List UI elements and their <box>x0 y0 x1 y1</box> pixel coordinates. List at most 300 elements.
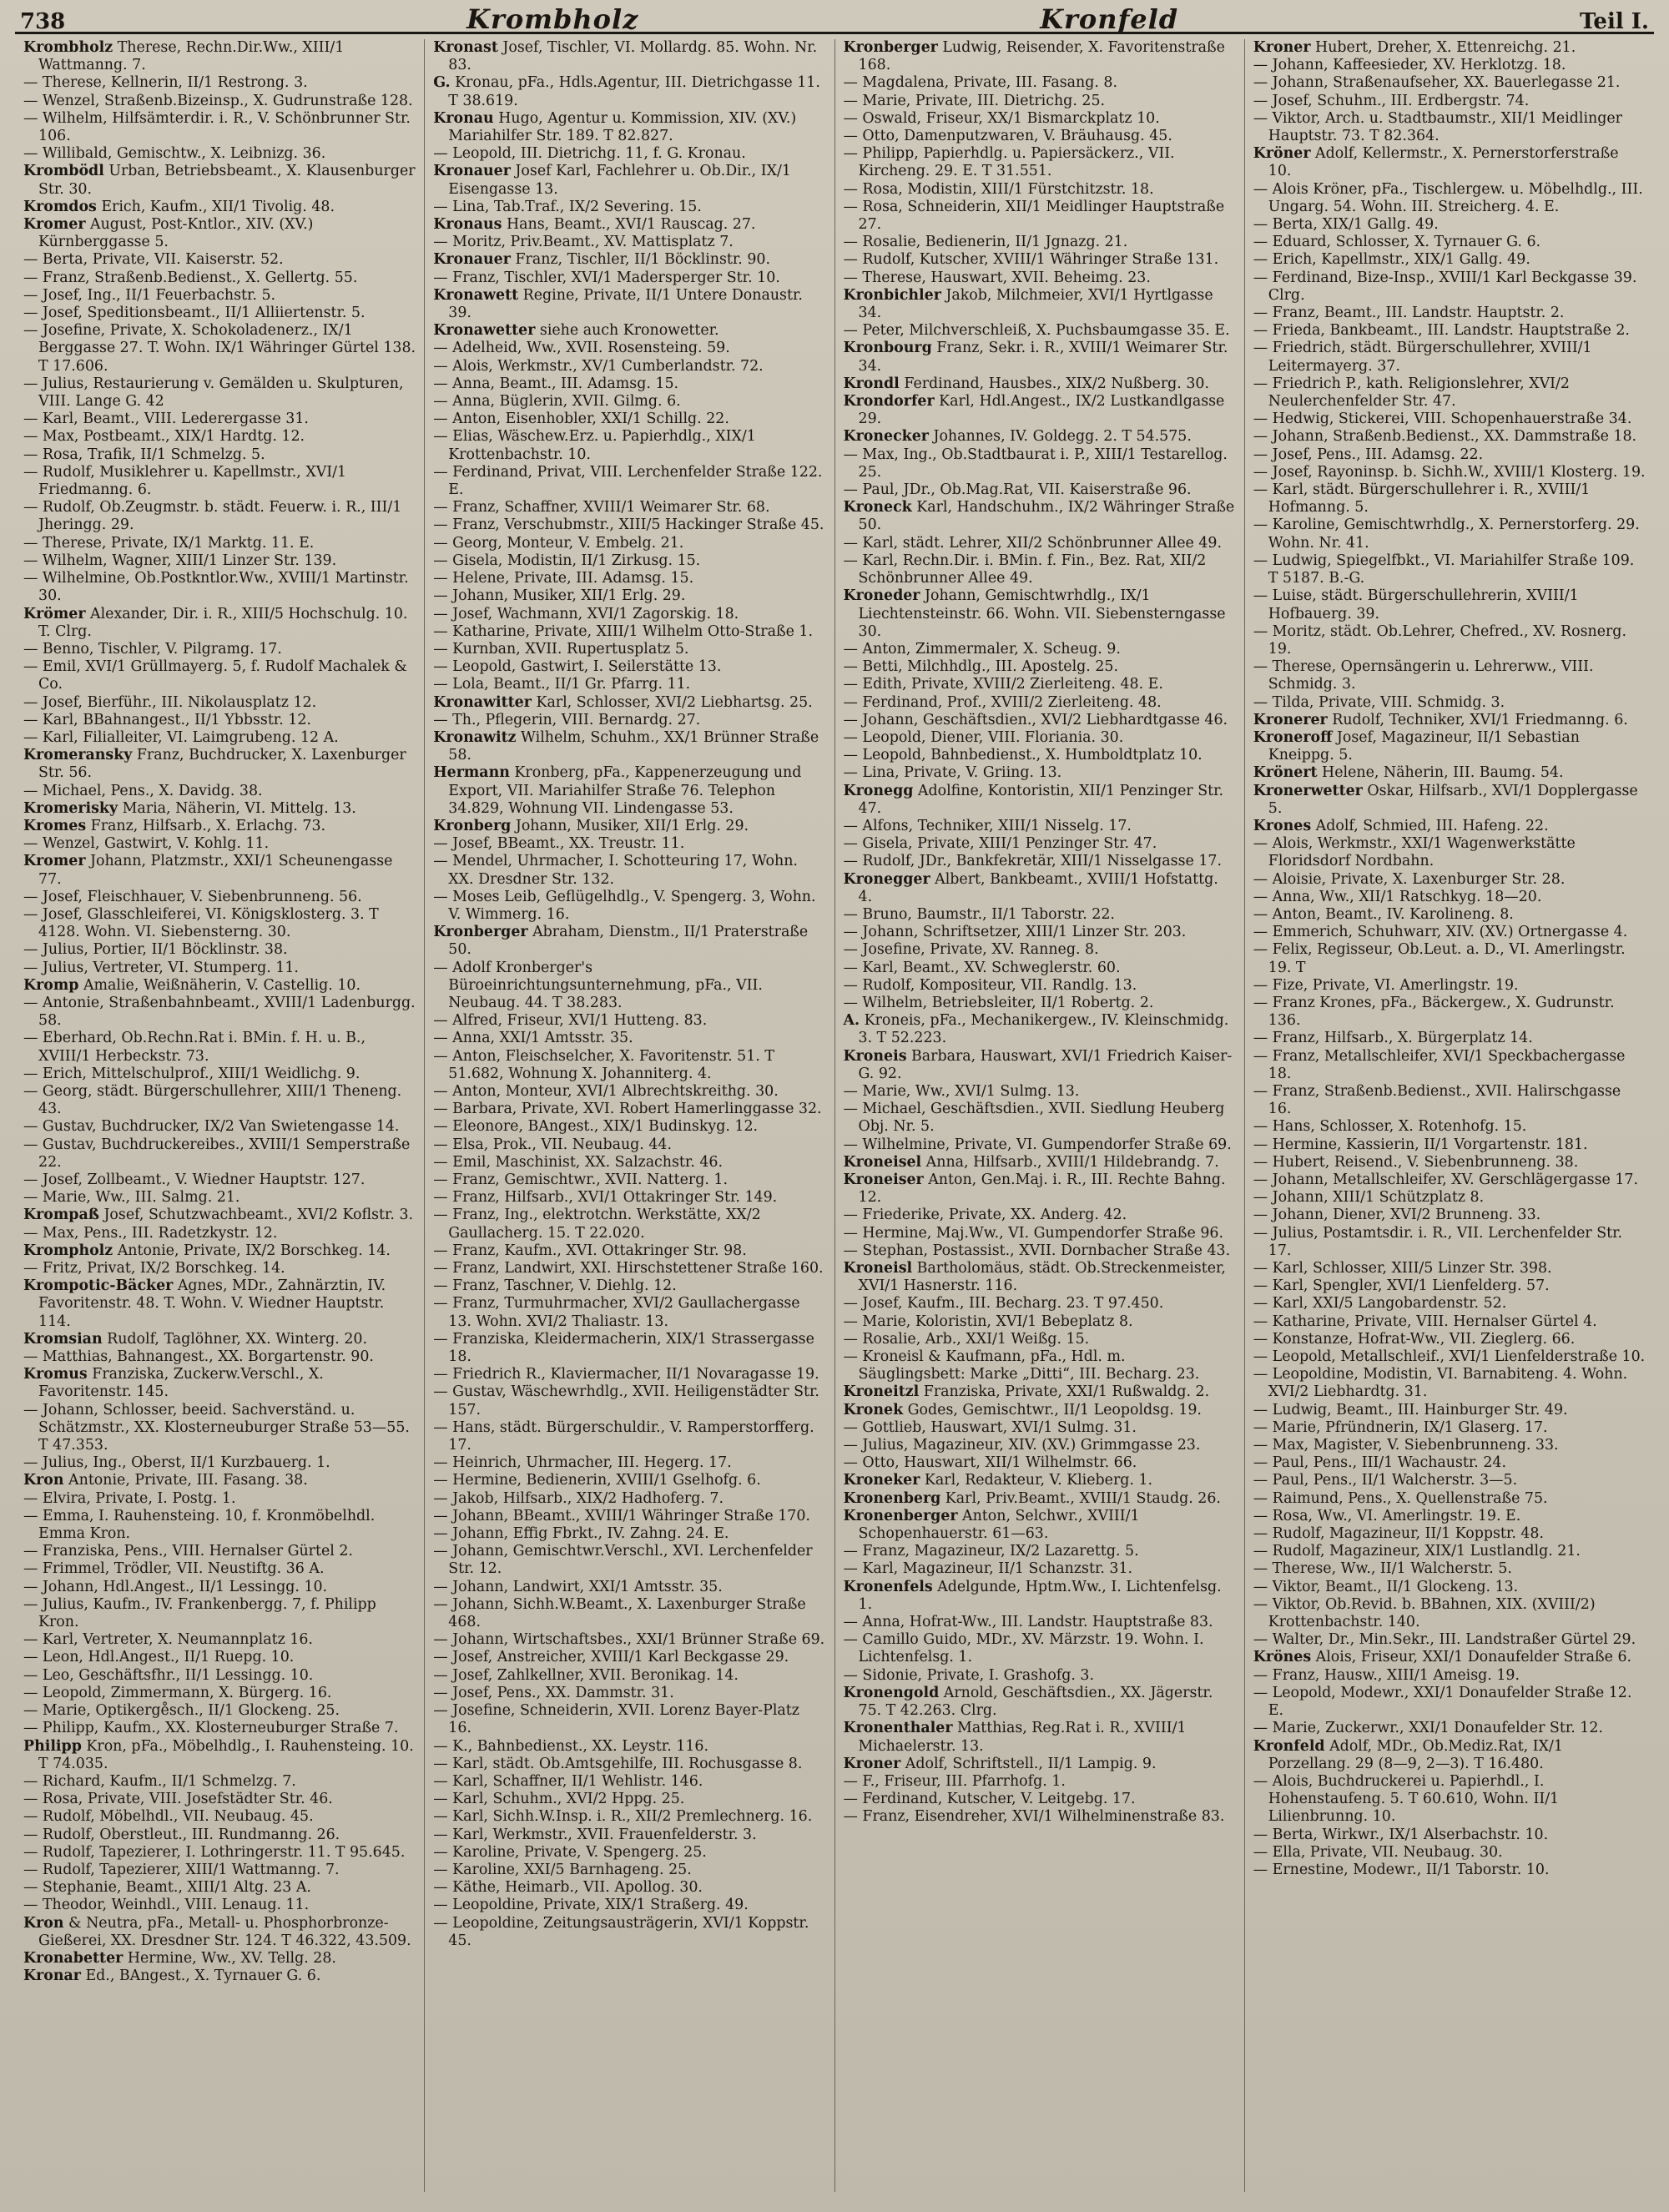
directory-entry: — Otto, Damenputzwaren, V. Bräuhausg. 45. <box>843 128 1172 145</box>
directory-entry: — Gustav, Buchdruckereibes., XVIII/1 Semperstraße 22. <box>23 1136 411 1171</box>
directory-entry: — Max, Pens., III. Radetzkystr. 12. <box>23 1224 278 1242</box>
directory-entry: — Fritz, Privat, IX/2 Borschkeg. 14. <box>23 1260 285 1277</box>
directory-entry: — Käthe, Heimarb., VII. Apollog. 30. <box>433 1879 703 1897</box>
directory-entry: — Magdalena, Private, III. Fasang. 8. <box>843 74 1118 92</box>
directory-entry: — Helene, Private, III. Adamsg. 15. <box>433 570 694 587</box>
directory-entry: — Wilhelm, Betriebsleiter, II/1 Robertg. 2. <box>843 994 1154 1011</box>
directory-entry: — Josef, Wachmann, XVI/1 Zagorskig. 18. <box>433 605 739 622</box>
directory-entry: — Rosa, Private, VIII. Josefstädter Str. 46. <box>23 1791 333 1808</box>
directory-entry: — Leopold, III. Dietrichg. 11, f. G. Kronau. <box>433 145 746 163</box>
directory-entry: — Katharine, Private, VIII. Hernalser Gürtel 4. <box>1253 1313 1597 1330</box>
directory-entry: — Wilhelm, Wagner, XIII/1 Linzer Str. 139. <box>23 552 337 569</box>
directory-entry: — Viktor, Arch. u. Stadtbaumstr., XII/1 Meidlinger Hauptstr. 73. T 82.364. <box>1253 109 1622 145</box>
directory-entry: — Moritz, städt. Ob.Lehrer, Chefred., XV. Rosnerg. 19. <box>1253 622 1626 658</box>
directory-entry: Kroneker Karl, Redakteur, V. Klieberg. 1. <box>843 1472 1153 1489</box>
directory-entry: — Ferdinand, Prof., XVIII/2 Zierleiteng. 48. <box>843 693 1162 711</box>
directory-entry: — Franz, Eisendreher, XVI/1 Wilhelminenstraße 83. <box>843 1808 1225 1826</box>
directory-entry: Kroneisl Bartholomäus, städt. Ob.Streckenmeister, XVI/1 Hasnerstr. 116. <box>843 1260 1226 1295</box>
directory-entry: — Hans, Schlosser, X. Rotenhofg. 15. <box>1253 1118 1527 1136</box>
directory-entry: — Ferdinand, Privat, VIII. Lerchenfelder Straße 122. E. <box>433 463 823 499</box>
directory-entry: Kronast Josef, Tischler, VI. Mollardg. 85. Wohn. Nr. 83. <box>433 39 818 74</box>
directory-entry: — Emil, Maschinist, XX. Salzachstr. 46. <box>433 1153 724 1171</box>
directory-entry: — Raimund, Pens., X. Quellenstraße 75. <box>1253 1489 1548 1507</box>
directory-entry: — Anton, Fleischselcher, X. Favoritenstr. 51. T 51.682, Wohnung X. Johanniterg. 4. <box>433 1047 774 1082</box>
directory-entry: — Friedrich P., kath. Religionslehrer, XVI/2 Neulerchenfelder Str. 47. <box>1253 375 1570 411</box>
directory-entry: — Elsa, Prok., VII. Neubaug. 44. <box>433 1136 672 1153</box>
directory-entry: Kronenberg Karl, Priv.Beamt., XVIII/1 Staudg. 26. <box>843 1489 1221 1507</box>
directory-entry: — Rudolf, Möbelhdl., VII. Neubaug. 45. <box>23 1808 314 1826</box>
directory-entry: — Leopold, Bahnbedienst., X. Humboldtplatz 10. <box>843 747 1203 764</box>
directory-entry: — Richard, Kaufm., II/1 Schmelzg. 7. <box>23 1772 296 1790</box>
directory-entry: Kronawetter siehe auch Kronowetter. <box>433 322 719 340</box>
directory-entry: — Franz, Hausw., XIII/1 Ameisg. 19. <box>1253 1666 1520 1684</box>
directory-entry: — Johann, Sichh.W.Beamt., X. Laxenburger Straße 468. <box>433 1595 806 1631</box>
directory-entry: — Willibald, Gemischtw., X. Leibnizg. 36. <box>23 145 326 163</box>
directory-entry: Kronek Godes, Gemischtwr., II/1 Leopoldsg. 19. <box>843 1401 1202 1418</box>
directory-entry: Kroner Adolf, Schriftstell., II/1 Lampig. 9. <box>843 1755 1157 1772</box>
directory-entry: — Gottlieb, Hauswart, XVI/1 Sulmg. 31. <box>843 1418 1137 1436</box>
directory-entry: — Rudolf, Tapezierer, I. Lothringerstr. 11. T 95.645. <box>23 1843 406 1861</box>
directory-entry: — Rosa, Schneiderin, XII/1 Meidlinger Hauptstraße 27. <box>843 198 1225 234</box>
directory-entry: Kronawitter Karl, Schlosser, XVI/2 Liebhartsg. 25. <box>433 693 813 711</box>
directory-entry: — Philipp, Kaufm., XX. Klosterneuburger Straße 7. <box>23 1720 399 1737</box>
directory-entry: Kronbichler Jakob, Milchmeier, XVI/1 Hyrtlgasse 34. <box>843 286 1213 322</box>
directory-entry: — Ella, Private, VII. Neubaug. 30. <box>1253 1843 1503 1861</box>
directory-entry: — Anton, Eisenhobler, XXI/1 Schillg. 22. <box>433 411 729 428</box>
directory-entry: — Matthias, Bahnangest., XX. Borgartenstr. 90. <box>23 1348 374 1366</box>
directory-entry: — Josef, Pens., XX. Dammstr. 31. <box>433 1684 674 1701</box>
directory-entry: — Karl, städt. Lehrer, XII/2 Schönbrunner Allee 49. <box>843 534 1222 552</box>
directory-entry: — Hubert, Reisend., V. Siebenbrunneng. 38. <box>1253 1153 1579 1171</box>
directory-entry: — Johann, Hdl.Angest., II/1 Lessingg. 10. <box>23 1578 328 1595</box>
directory-entry: — Rudolf, Tapezierer, XIII/1 Wattmanng. 7. <box>23 1861 340 1878</box>
directory-entry: — Lina, Tab.Traf., IX/2 Severing. 15. <box>433 198 702 215</box>
directory-entry: Krömer Alexander, Dir. i. R., XIII/5 Hochschulg. 10. T. Clrg. <box>23 605 408 640</box>
directory-entry: — Rosa, Ww., VI. Amerlingstr. 19. E. <box>1253 1507 1521 1524</box>
directory-entry: Krompotic-Bäcker Agnes, MDr., Zahnärztin, IV. Favoritenstr. 48. T. Wohn. V. Wiedner Hauptstr. 114. <box>23 1277 386 1330</box>
directory-entry: — Rudolf, Oberstleut., III. Rundmanng. 26. <box>23 1826 340 1843</box>
directory-entry: — Lola, Beamt., II/1 Gr. Pfarrg. 11. <box>433 676 691 693</box>
directory-entry: — Johann, Straßenb.Bedienst., XX. Dammstraße 18. <box>1253 428 1637 446</box>
directory-entry: Kromsian Rudolf, Taglöhner, XX. Winterg. 20. <box>23 1330 367 1348</box>
directory-entry: — Barbara, Private, XVI. Robert Hamerlinggasse 32. <box>433 1101 822 1118</box>
directory-entry: — Anna, Büglerin, XVII. Gilmg. 6. <box>433 393 681 411</box>
directory-entry: — Paul, Pens., II/1 Walcherstr. 3—5. <box>1253 1472 1518 1489</box>
directory-entry: — Elias, Wäschew.Erz. u. Papierhdlg., XIX/1 Krottenbachstr. 10. <box>433 428 756 463</box>
directory-entry: — Frieda, Bankbeamt., III. Landstr. Hauptstraße 2. <box>1253 322 1630 340</box>
directory-entry: — Walter, Dr., Min.Sekr., III. Landstraßer Gürtel 29. <box>1253 1631 1636 1649</box>
directory-entry: — Karoline, Private, V. Spengerg. 25. <box>433 1843 707 1861</box>
directory-entry: Krombödl Urban, Betriebsbeamt., X. Klausenburger Str. 30. <box>23 163 416 198</box>
directory-entry: — Marie, Ww., XVI/1 Sulmg. 13. <box>843 1082 1080 1100</box>
directory-entry: — Max, Magister, V. Siebenbrunneng. 33. <box>1253 1437 1559 1454</box>
directory-entry: — Erich, Kapellmstr., XIX/1 Gallg. 49. <box>1253 251 1530 269</box>
directory-entry: — Jakob, Hilfsarb., XIX/2 Hadhoferg. 7. <box>433 1489 724 1507</box>
directory-entry: — Julius, Vertreter, VI. Stumperg. 11. <box>23 959 299 976</box>
directory-entry: G. Kronau, pFa., Hdls.Agentur, III. Dietrichgasse 11. T 38.619. <box>433 74 820 109</box>
directory-entry: — Franz, Ing., elektrotchn. Werkstätte, XX/2 Gaullacherg. 15. T 22.020. <box>433 1207 761 1242</box>
directory-entry: Kronar Ed., BAngest., X. Tyrnauer G. 6. <box>23 1968 321 1985</box>
directory-entry: — Karoline, Gemischtwrhdlg., X. Pernerstorferg. 29. Wohn. Nr. 41. <box>1253 516 1640 552</box>
directory-entry: — Josef, Rayoninsp. b. Sichh.W., XVIII/1 Klosterg. 19. <box>1253 463 1646 481</box>
directory-entry: Kronengold Arnold, Geschäftsdien., XX. Jägerstr. 75. T 42.263. Clrg. <box>843 1684 1213 1720</box>
directory-entry: — Karl, Werkmstr., XVII. Frauenfelderstr. 3. <box>433 1826 757 1843</box>
directory-entry: — Franz, Beamt., III. Landstr. Hauptstr. 2. <box>1253 305 1565 322</box>
directory-entry: — Julius, Restaurierung v. Gemälden u. Skulpturen, VIII. Lange G. 42 <box>23 375 404 411</box>
directory-entry: Krompholz Antonie, Private, IX/2 Borschkeg. 14. <box>23 1242 391 1259</box>
directory-entry: — Karl, städt. Ob.Amtsgehilfe, III. Rochusgasse 8. <box>433 1755 803 1772</box>
directory-entry: — Johann, XIII/1 Schützplatz 8. <box>1253 1189 1485 1207</box>
directory-entry: — Johann, Effig Fbrkt., IV. Zahng. 24. E. <box>433 1525 729 1543</box>
directory-entry: Kromer Johann, Platzmstr., XXI/1 Scheunengasse 77. <box>23 853 393 888</box>
column-4 <box>1245 39 1654 2192</box>
directory-entry: — Kroneisl & Kaufmann, pFa., Hdl. m. Säuglingsbett: Marke „Ditti“, III. Becharg. 23. <box>843 1348 1200 1383</box>
directory-entry: — Anna, Hofrat-Ww., III. Landstr. Hauptstraße 83. <box>843 1614 1213 1631</box>
directory-entry: — Johann, Straßenaufseher, XX. Bauerlegasse 21. <box>1253 74 1621 92</box>
directory-entry: Kronenberger Anton, Selchwr., XVIII/1 Schopenhauerstr. 61—63. <box>843 1507 1140 1543</box>
directory-entry: — Gisela, Private, XIII/1 Penzinger Str. 47. <box>843 835 1157 853</box>
directory-entry: — Ernestine, Modewr., II/1 Taborstr. 10. <box>1253 1861 1550 1878</box>
directory-entry: — Edith, Private, XVIII/2 Zierleiteng. 48. E. <box>843 676 1163 693</box>
directory-entry: — Gisela, Modistin, II/1 Zirkusg. 15. <box>433 552 701 569</box>
directory-entry: — Leopoldine, Zeitungsausträgerin, XVI/1 Koppstr. 45. <box>433 1914 809 1949</box>
directory-entry: Kronaus Hans, Beamt., XVI/1 Rauscag. 27. <box>433 216 756 234</box>
directory-entry: — Karoline, XXI/5 Barnhageng. 25. <box>433 1861 692 1878</box>
directory-entry: — Friedrich, städt. Bürgerschullehrer, XVIII/1 Leitermayerg. 37. <box>1253 340 1592 375</box>
directory-entry: — Max, Postbeamt., XIX/1 Hardtg. 12. <box>23 428 305 446</box>
directory-entry: — Mendel, Uhrmacher, I. Schotteuring 17, Wohn. XX. Dresdner Str. 132. <box>433 853 798 888</box>
directory-entry: Hermann Kronberg, pFa., Kappenerzeugung und Export, VII. Mariahilfer Straße 76. Telephon 34.829, Wohnung VII. Lindengasse 53. <box>433 764 802 817</box>
directory-entry: Kromerisky Maria, Näherin, VI. Mittelg. 13. <box>23 799 356 817</box>
directory-entry: Kronenthaler Matthias, Reg.Rat i. R., XVIII/1 Michaelerstr. 13. <box>843 1720 1187 1755</box>
directory-entry: — Therese, Private, IX/1 Marktg. 11. E. <box>23 534 315 552</box>
directory-entry: — Josef, Zollbeamt., V. Wiedner Hauptstr. 127. <box>23 1172 366 1188</box>
directory-entry: — Kurnban, XVII. Rupertusplatz 5. <box>433 640 689 658</box>
directory-entry: — Sidonie, Private, I. Grashofg. 3. <box>843 1666 1095 1684</box>
directory-entry: — Johann, BBeamt., XVIII/1 Währinger Straße 170. <box>433 1507 810 1524</box>
directory-entry: — Leopold, Metallschleif., XVI/1 Lienfelderstraße 10. <box>1253 1348 1646 1366</box>
page-header <box>15 3 1654 34</box>
directory-entry: — Johann, Geschäftsdien., XVI/2 Liebhardtgasse 46. <box>843 711 1228 728</box>
directory-entry: — Rudolf, Magazineur, II/1 Koppstr. 48. <box>1253 1525 1545 1543</box>
directory-entry: — Marie, Private, III. Dietrichg. 25. <box>843 92 1106 109</box>
directory-entry: — Leo, Geschäftsfhr., II/1 Lessingg. 10. <box>23 1666 314 1684</box>
directory-entry: Krönes Alois, Friseur, XXI/1 Donaufelder Straße 6. <box>1253 1649 1632 1666</box>
directory-entry: — Wilhelmine, Ob.Postkntlor.Ww., XVIII/1 Martinstr. 30. <box>23 570 409 605</box>
directory-entry: Kronerer Rudolf, Techniker, XVI/1 Friedmanng. 6. <box>1253 711 1628 728</box>
directory-entry: — Oswald, Friseur, XX/1 Bismarckplatz 10. <box>843 109 1160 127</box>
directory-entry: — Aloisie, Private, X. Laxenburger Str. 28. <box>1253 870 1566 888</box>
directory-entry: — Paul, Pens., III/1 Wachaustr. 24. <box>1253 1454 1507 1472</box>
directory-entry: — Franz, Kaufm., XVI. Ottakringer Str. 98. <box>433 1242 747 1259</box>
directory-entry: Kromeransky Franz, Buchdrucker, X. Laxenburger Str. 56. <box>23 747 406 782</box>
directory-entry: — Bruno, Baumstr., II/1 Taborstr. 22. <box>843 905 1115 923</box>
directory-entry: — Marie, Pfründnerin, IX/1 Glaserg. 17. <box>1253 1418 1548 1436</box>
directory-entry: Kronerwetter Oskar, Hilfsarb., XVI/1 Dopplergasse 5. <box>1253 782 1638 817</box>
directory-entry: — Ferdinand, Kutscher, V. Leitgebg. 17. <box>843 1791 1136 1808</box>
directory-entry: — Hermine, Kassierin, II/1 Vorgartenstr. 181. <box>1253 1136 1588 1153</box>
directory-entry: — Paul, JDr., Ob.Mag.Rat, VII. Kaiserstraße 96. <box>843 481 1192 499</box>
directory-entry: — Rosa, Modistin, XIII/1 Fürstchitzstr. 18. <box>843 180 1154 198</box>
directory-entry: Kron & Neutra, pFa., Metall- u. Phosphorbronze-Gießerei, XX. Dresdner Str. 124. T 46.322, 43.509. <box>23 1914 411 1949</box>
directory-entry: Krondorfer Karl, Hdl.Angest., IX/2 Lustkandlgasse 29. <box>843 393 1225 428</box>
directory-entry: — Alfred, Friseur, XVI/1 Hutteng. 83. <box>433 1012 708 1030</box>
directory-entry: — Hermine, Maj.Ww., VI. Gumpendorfer Straße 96. <box>843 1224 1224 1242</box>
directory-entry: — Franz, Hilfsarb., XVI/1 Ottakringer Str. 149. <box>433 1189 778 1207</box>
directory-entry: — Moses Leib, Geflügelhdlg., V. Spengerg. 3, Wohn. V. Wimmerg. 16. <box>433 888 816 923</box>
directory-entry: — Marie, Zuckerwr., XXI/1 Donaufelder Str. 12. <box>1253 1720 1603 1737</box>
directory-entry: — Johann, Schriftsetzer, XIII/1 Linzer Str. 203. <box>843 924 1187 941</box>
directory-entry: — Karl, Schlosser, XIII/5 Linzer Str. 398. <box>1253 1260 1552 1277</box>
directory-entry: — Franz, Gemischtwr., XVII. Natterg. 1. <box>433 1172 728 1188</box>
directory-entry: — Katharine, Private, XIII/1 Wilhelm Otto-Straße 1. <box>433 622 814 640</box>
directory-entry: — Rudolf, Ob.Zeugmstr. b. städt. Feuerw. i. R., III/1 Jheringg. 29. <box>23 499 402 534</box>
right-catchword: Kronfeld <box>1040 3 1179 35</box>
directory-entry: — Karl, Vertreter, X. Neumannplatz 16. <box>23 1631 313 1649</box>
directory-entry: — Josef, Bierführ., III. Nikolausplatz 12. <box>23 693 317 711</box>
directory-entry: — Franziska, Kleidermacherin, XIX/1 Strassergasse 18. <box>433 1330 814 1366</box>
directory-entry: Kronberger Ludwig, Reisender, X. Favoritenstraße 168. <box>843 39 1225 74</box>
directory-entry: — Karl, Beamt., XV. Schweglerstr. 60. <box>843 959 1121 976</box>
directory-entry: — Rosalie, Arb., XXI/1 Weißg. 15. <box>843 1330 1090 1348</box>
directory-entry: — Johann, Metallschleifer, XV. Gerschlägergasse 17. <box>1253 1172 1638 1188</box>
directory-entry: Kromdos Erich, Kaufm., XII/1 Tivolig. 48. <box>23 198 335 215</box>
directory-entry: — Therese, Kellnerin, II/1 Restrong. 3. <box>23 74 308 92</box>
directory-entry: Kronegg Adolfine, Kontoristin, XII/1 Penzinger Str. 47. <box>843 782 1224 817</box>
directory-entry: — Josef, Glasschleiferei, VI. Königsklosterg. 3. T 4128. Wohn. VI. Siebensterng. 30. <box>23 905 379 941</box>
directory-entry: — Karl, Rechn.Dir. i. BMin. f. Fin., Bez. Rat, XII/2 Schönbrunner Allee 49. <box>843 552 1207 587</box>
directory-entry: — Benno, Tischler, V. Pilgramg. 17. <box>23 640 282 658</box>
directory-entry: — Lina, Private, V. Griing. 13. <box>843 764 1062 782</box>
directory-entry: — Johann, Landwirt, XXI/1 Amtsstr. 35. <box>433 1578 723 1595</box>
directory-entry: — Anna, Beamt., III. Adamsg. 15. <box>433 375 679 392</box>
directory-entry: — Adolf Kronberger's Büroeinrichtungsunternehmung, pFa., VII. Neubaug. 44. T 38.283. <box>433 959 763 1011</box>
directory-entry: A. Kroneis, pFa., Mechanikergew., IV. Kleinschmidg. 3. T 52.223. <box>843 1012 1229 1047</box>
directory-entry: — Rudolf, Musiklehrer u. Kapellmstr., XVI/1 Friedmanng. 6. <box>23 463 347 499</box>
directory-entry: — Julius, Ing., Oberst, II/1 Kurzbauerg. 1. <box>23 1454 330 1472</box>
directory-entry: Krönert Helene, Näherin, III. Baumg. 54. <box>1253 764 1564 782</box>
directory-entry: — Josef, Schuhm., III. Erdbergstr. 74. <box>1253 92 1530 109</box>
directory-entry: — Emmerich, Schuhwarr, XIV. (XV.) Ortnergasse 4. <box>1253 924 1628 941</box>
directory-entry: — Rudolf, JDr., Bankfekretär, XIII/1 Nisselgasse 17. <box>843 853 1222 870</box>
directory-entry: — Rudolf, Kutscher, XVIII/1 Währinger Straße 131. <box>843 251 1219 269</box>
column-1 <box>15 39 425 2192</box>
directory-entry: — Gustav, Buchdrucker, IX/2 Van Swietengasse 14. <box>23 1118 400 1136</box>
directory-entry: — Th., Pflegerin, VIII. Bernardg. 27. <box>433 711 701 728</box>
directory-entry: — Antonie, Straßenbahnbeamt., XVIII/1 Ladenburgg. 58. <box>23 994 416 1030</box>
directory-entry: — Leopoldine, Private, XIX/1 Straßerg. 49. <box>433 1897 749 1914</box>
directory-entry: — Eduard, Schlosser, X. Tyrnauer G. 6. <box>1253 234 1541 251</box>
directory-entry: — Karl, Schaffner, II/1 Wehlistr. 146. <box>433 1772 703 1790</box>
directory-entry: Krompaß Josef, Schutzwachbeamt., XVI/2 Koflstr. 3. <box>23 1207 414 1224</box>
directory-entry: Kronau Hugo, Agentur u. Kommission, XIV. (XV.) Mariahilfer Str. 189. T 82.827. <box>433 109 797 145</box>
directory-entry: — Anton, Monteur, XVI/1 Albrechtskreithg. 30. <box>433 1082 779 1100</box>
directory-entry: — Josef, Ing., II/1 Feuerbachstr. 5. <box>23 286 276 304</box>
directory-entry: — Julius, Portier, II/1 Böcklinstr. 38. <box>23 941 288 959</box>
directory-entry: Kröner Adolf, Kellermstr., X. Pernerstorferstraße 10. <box>1253 145 1619 180</box>
directory-entry: — Ludwig, Beamt., III. Hainburger Str. 49. <box>1253 1401 1568 1418</box>
directory-entry: — Eleonore, BAngest., XIX/1 Budinskyg. 12. <box>433 1118 759 1136</box>
directory-entry: Kromus Franziska, Zuckerw.Verschl., X. Favoritenstr. 145. <box>23 1366 324 1401</box>
directory-entry: — Georg, städt. Bürgerschullehrer, XIII/1 Theneng. 43. <box>23 1082 402 1118</box>
directory-entry: — Johann, Kaffeesieder, XV. Herklotzg. 18. <box>1253 57 1566 74</box>
directory-entry: Kronauer Franz, Tischler, II/1 Böcklinstr. 90. <box>433 251 771 269</box>
directory-entry: — Anton, Beamt., IV. Karolineng. 8. <box>1253 905 1514 923</box>
column-2 <box>425 39 834 2192</box>
directory-entry: — Ferdinand, Bize-Insp., XVIII/1 Karl Beckgasse 39. Clrg. <box>1253 269 1637 304</box>
directory-entry: — Anna, Ww., XII/1 Ratschkyg. 18—20. <box>1253 888 1542 905</box>
directory-entry: — Franz, Schaffner, XVIII/1 Weimarer Str. 68. <box>433 499 770 516</box>
directory-entry: — Viktor, Beamt., II/1 Glockeng. 13. <box>1253 1578 1519 1595</box>
directory-entry: — Karl, Sichh.W.Insp. i. R., XII/2 Premlechnerg. 16. <box>433 1808 813 1826</box>
directory-entry: — Franz, Magazineur, IX/2 Lazarettg. 5. <box>843 1543 1139 1560</box>
directory-entry: — Josefine, Private, XV. Ranneg. 8. <box>843 941 1099 959</box>
directory-entry: — Franz, Metallschleifer, XVI/1 Speckbachergasse 18. <box>1253 1047 1626 1082</box>
directory-entry: — Johann, Diener, XVI/2 Brunneng. 33. <box>1253 1207 1541 1224</box>
directory-entry: Kroneitzl Franziska, Private, XXI/1 Rußwaldg. 2. <box>843 1383 1210 1401</box>
directory-entry: — Hermine, Bedienerin, XVIII/1 Gselhofg. 6. <box>433 1472 761 1489</box>
directory-entry: — Karl, Schuhm., XVI/2 Hppg. 25. <box>433 1791 685 1808</box>
directory-entry: — Alois, Werkmstr., XXI/1 Wagenwerkstätte Floridsdorf Nordbahn. <box>1253 835 1576 870</box>
directory-entry: — Fize, Private, VI. Amerlingstr. 19. <box>1253 976 1519 994</box>
directory-entry: — Alfons, Techniker, XIII/1 Nisselg. 17. <box>843 817 1132 834</box>
directory-entry: Philipp Kron, pFa., Möbelhdlg., I. Rauhensteing. 10. T 74.035. <box>23 1737 414 1772</box>
directory-entry: — Josefine, Schneiderin, XVII. Lorenz Bayer-Platz 16. <box>433 1702 799 1737</box>
directory-entry: — Philipp, Papierhdlg. u. Papiersäckerz., VII. Kircheng. 29. E. T 31.551. <box>843 145 1175 180</box>
directory-entry: — Josefine, Private, X. Schokoladenerz., IX/1 Berggasse 27. T. Wohn. IX/1 Währinger Gürtel 138. T 17.606. <box>23 322 416 375</box>
directory-entry: — Karl, Filialleiter, VI. Laimgrubeng. 12 A. <box>23 728 339 746</box>
directory-entry: — Leopold, Zimmermann, X. Bürgerg. 16. <box>23 1684 332 1701</box>
directory-entry: Kroneiser Anton, Gen.Maj. i. R., III. Rechte Bahng. 12. <box>843 1172 1226 1207</box>
directory-entry: — Emma, I. Rauhensteing. 10, f. Kronmöbelhdl. Emma Kron. <box>23 1507 376 1543</box>
directory-entry: Kronauer Josef Karl, Fachlehrer u. Ob.Dir., IX/1 Eisengasse 13. <box>433 163 791 198</box>
directory-entry: — Karl, Beamt., VIII. Lederergasse 31. <box>23 411 309 428</box>
directory-entry: — Frimmel, Trödler, VII. Neustiftg. 36 A. <box>23 1560 325 1578</box>
directory-entry: Kronberger Abraham, Dienstm., II/1 Praterstraße 50. <box>433 924 809 959</box>
directory-entry: — Wenzel, Gastwirt, V. Kohlg. 11. <box>23 835 270 853</box>
directory-entry: — Otto, Hauswart, XII/1 Wilhelmstr. 66. <box>843 1454 1137 1472</box>
directory-entry: — Josef, Zahlkellner, XVII. Beronikag. 14. <box>433 1666 739 1684</box>
directory-entry: — Eberhard, Ob.Rechn.Rat i. BMin. f. H. u. B., XVIII/1 Herbeckstr. 73. <box>23 1030 366 1065</box>
directory-entry: — Tilda, Private, VIII. Schmidg. 3. <box>1253 693 1505 711</box>
directory-entry: — Friederike, Private, XX. Anderg. 42. <box>843 1207 1127 1224</box>
directory-entry: Kronecker Johannes, IV. Goldegg. 2. T 54.575. <box>843 428 1192 446</box>
page-number: 738 <box>20 9 66 34</box>
directory-entry: — Ludwig, Spiegelfbkt., VI. Mariahilfer Straße 109. T 5187. B.-G. <box>1253 552 1635 587</box>
directory-entry: Krones Adolf, Schmied, III. Hafeng. 22. <box>1253 817 1549 834</box>
directory-entry: — Alois, Buchdruckerei u. Papierhdl., I. Hohenstaufeng. 5. T 60.610, Wohn. II/1 Lilienbrunng. 10. <box>1253 1772 1560 1826</box>
directory-entry: — Marie, Optikerge̊sch., II/1 Glockeng. 25. <box>23 1702 340 1720</box>
directory-entry: — Stephan, Postassist., XVII. Dornbacher Straße 43. <box>843 1242 1231 1259</box>
directory-entry: Krondl Ferdinand, Hausbes., XIX/2 Nußberg. 30. <box>843 375 1209 392</box>
directory-entry: — Franziska, Pens., VIII. Hernalser Gürtel 2. <box>23 1543 353 1560</box>
directory-entry: — Marie, Koloristin, XVI/1 Bebeplatz 8. <box>843 1313 1133 1330</box>
directory-entry: Kroner Hubert, Dreher, X. Ettenreichg. 21. <box>1253 39 1576 56</box>
directory-entry: — Berta, XIX/1 Gallg. 49. <box>1253 216 1439 234</box>
directory-entry: — Rudolf, Kompositeur, VII. Randlg. 13. <box>843 976 1137 994</box>
directory-entry: — Friedrich R., Klaviermacher, II/1 Novaragasse 19. <box>433 1366 819 1383</box>
directory-entry: Kronawett Regine, Private, II/1 Untere Donaustr. 39. <box>433 286 803 322</box>
directory-entry: — Josef, Anstreicher, XVIII/1 Karl Beckgasse 29. <box>433 1649 789 1666</box>
directory-entry: Kroneis Barbara, Hauswart, XVI/1 Friedrich Kaiser-G. 92. <box>843 1047 1233 1082</box>
directory-entry: — Leopold, Diener, VIII. Floriania. 30. <box>843 728 1124 746</box>
directory-entry: — K., Bahnbedienst., XX. Leystr. 116. <box>433 1737 708 1755</box>
directory-entry: — Karl, Spengler, XVI/1 Lienfelderg. 57. <box>1253 1277 1550 1295</box>
directory-entry: — Therese, Opernsängerin u. Lehrerww., VIII. Schmidg. 3. <box>1253 658 1594 693</box>
directory-entry: — Berta, Private, VII. Kaiserstr. 52. <box>23 251 284 269</box>
directory-entry: — Josef, Fleischhauer, V. Siebenbrunneng. 56. <box>23 888 362 905</box>
left-catchword: Krombholz <box>466 3 639 35</box>
directory-entry: — Josef, Pens., III. Adamsg. 22. <box>1253 446 1484 463</box>
directory-entry: — Leopold, Modewr., XXI/1 Donaufelder Straße 12. E. <box>1253 1684 1632 1720</box>
directory-entry: Kronbourg Franz, Sekr. i. R., XVIII/1 Weimarer Str. 34. <box>843 340 1228 375</box>
directory-entry: Kromer August, Post-Kntlor., XIV. (XV.) Kürnberggasse 5. <box>23 216 314 251</box>
directory-entry: — Wenzel, Straßenb.Bizeinsp., X. Gudrunstraße 128. <box>23 92 413 109</box>
directory-entry: — Johann, Wirtschaftsbes., XXI/1 Brünner Straße 69. <box>433 1631 825 1649</box>
directory-entry: Kroneisel Anna, Hilfsarb., XVIII/1 Hildebrandg. 7. <box>843 1153 1219 1171</box>
directory-entry: — Johann, Gemischtwr.Verschl., XVI. Lerchenfelder Str. 12. <box>433 1543 813 1578</box>
directory-entry: — Therese, Ww., II/1 Walcherstr. 5. <box>1253 1560 1512 1578</box>
directory-entry: — Elvira, Private, I. Postg. 1. <box>23 1489 236 1507</box>
directory-entry: — Franz, Verschubmstr., XIII/5 Hackinger Straße 45. <box>433 516 824 534</box>
directory-entry: — Hedwig, Stickerei, VIII. Schopenhauerstraße 34. <box>1253 411 1632 428</box>
directory-entry: — Stephanie, Beamt., XIII/1 Altg. 23 A. <box>23 1879 311 1897</box>
directory-entry: — Betti, Milchhdlg., III. Apostelg. 25. <box>843 658 1119 676</box>
directory-entry: — Gustav, Wäschewrhdlg., XVII. Heiligenstädter Str. 157. <box>433 1383 819 1418</box>
directory-entry: Kronawitz Wilhelm, Schuhm., XX/1 Brünner Straße 58. <box>433 728 819 764</box>
directory-entry: — Alois Kröner, pFa., Tischlergew. u. Möbelhdlg., III. Ungarg. 54. Wohn. III. Streicherg. 4. E. <box>1253 180 1643 215</box>
directory-entry: — Berta, Wirkwr., IX/1 Alserbachstr. 10. <box>1253 1826 1549 1843</box>
column-3 <box>835 39 1245 2192</box>
directory-entry: Krombholz Therese, Rechn.Dir.Ww., XIII/1 Wattmanng. 7. <box>23 39 345 74</box>
directory-entry: — Camillo Guido, MDr., XV. Märzstr. 19. Wohn. I. Lichtenfelsg. 1. <box>843 1631 1204 1666</box>
directory-entry: — Leon, Hdl.Angest., II/1 Ruepg. 10. <box>23 1649 295 1666</box>
directory-entry: — Leopold, Gastwirt, I. Seilerstätte 13. <box>433 658 722 676</box>
entry-columns <box>15 39 1654 2192</box>
directory-entry: Kromp Amalie, Weißnäherin, V. Castellig. 10. <box>23 976 361 994</box>
directory-entry: — Franz, Taschner, V. Diehlg. 12. <box>433 1277 677 1295</box>
directory-entry: — Wilhelmine, Private, VI. Gumpendorfer Straße 69. <box>843 1136 1232 1153</box>
directory-entry: — Erich, Mittelschulprof., XIII/1 Weidlichg. 9. <box>23 1065 361 1082</box>
directory-entry: — Theodor, Weinhdl., VIII. Lenaug. 11. <box>23 1897 310 1914</box>
directory-entry: Kronfeld Adolf, MDr., Ob.Mediz.Rat, IX/1 Porzellang. 29 (8—9, 2—3). T 16.480. <box>1253 1737 1563 1772</box>
directory-entry: — Franz, Tischler, XVI/1 Madersperger Str. 10. <box>433 269 780 286</box>
directory-entry: — Franz, Hilfsarb., X. Bürgerplatz 14. <box>1253 1030 1533 1047</box>
directory-entry: — Emil, XVI/1 Grüllmayerg. 5, f. Rudolf Machalek & Co. <box>23 658 407 693</box>
directory-entry: — Wilhelm, Hilfsämterdir. i. R., V. Schönbrunner Str. 106. <box>23 109 411 145</box>
directory-entry: — Anna, XXI/1 Amtsstr. 35. <box>433 1030 633 1047</box>
directory-entry: — Marie, Ww., III. Salmg. 21. <box>23 1189 240 1207</box>
directory-entry: — Karl, Magazineur, II/1 Schanzstr. 31. <box>843 1560 1133 1578</box>
directory-entry: — Michael, Pens., X. Davidg. 38. <box>23 782 263 799</box>
directory-entry: — Karl, XXI/5 Langobardenstr. 52. <box>1253 1295 1507 1313</box>
directory-entry: — Julius, Postamtsdir. i. R., VII. Lerchenfelder Str. 17. <box>1253 1224 1623 1259</box>
directory-entry: — Johann, Musiker, XII/1 Erlg. 29. <box>433 587 686 605</box>
directory-entry: — Max, Ing., Ob.Stadtbaurat i. P., XIII/1 Testarellog. 25. <box>843 446 1228 481</box>
directory-entry: — Peter, Milchverschleiß, X. Puchsbaumgasse 35. E. <box>843 322 1230 340</box>
directory-entry: — Hans, städt. Bürgerschuldir., V. Ramperstorfferg. 17. <box>433 1418 814 1454</box>
directory-entry: Kronenfels Adelgunde, Hptm.Ww., I. Lichtenfelsg. 1. <box>843 1578 1222 1613</box>
directory-entry: — Anton, Zimmermaler, X. Scheug. 9. <box>843 640 1121 658</box>
directory-entry: Kronberg Johann, Musiker, XII/1 Erlg. 29. <box>433 817 749 834</box>
directory-entry: — Franz, Landwirt, XXI. Hirschstettener Straße 160. <box>433 1260 824 1277</box>
directory-entry: Kronabetter Hermine, Ww., XV. Tellg. 28. <box>23 1949 336 1967</box>
directory-entry: — Julius, Kaufm., IV. Frankenbergg. 7, f. Philipp Kron. <box>23 1595 376 1631</box>
directory-entry: — Johann, Schlosser, beeid. Sachverständ. u. Schätzmstr., XX. Klosterneuburger Straße 53—55. T 47.353. <box>23 1401 410 1454</box>
directory-entry: — Rudolf, Magazineur, XIX/1 Lustlandlg. 21. <box>1253 1543 1581 1560</box>
directory-entry: — Konstanze, Hofrat-Ww., VII. Zieglerg. 66. <box>1253 1330 1576 1348</box>
directory-entry: Kroneck Karl, Handschuhm., IX/2 Währinger Straße 50. <box>843 499 1235 534</box>
